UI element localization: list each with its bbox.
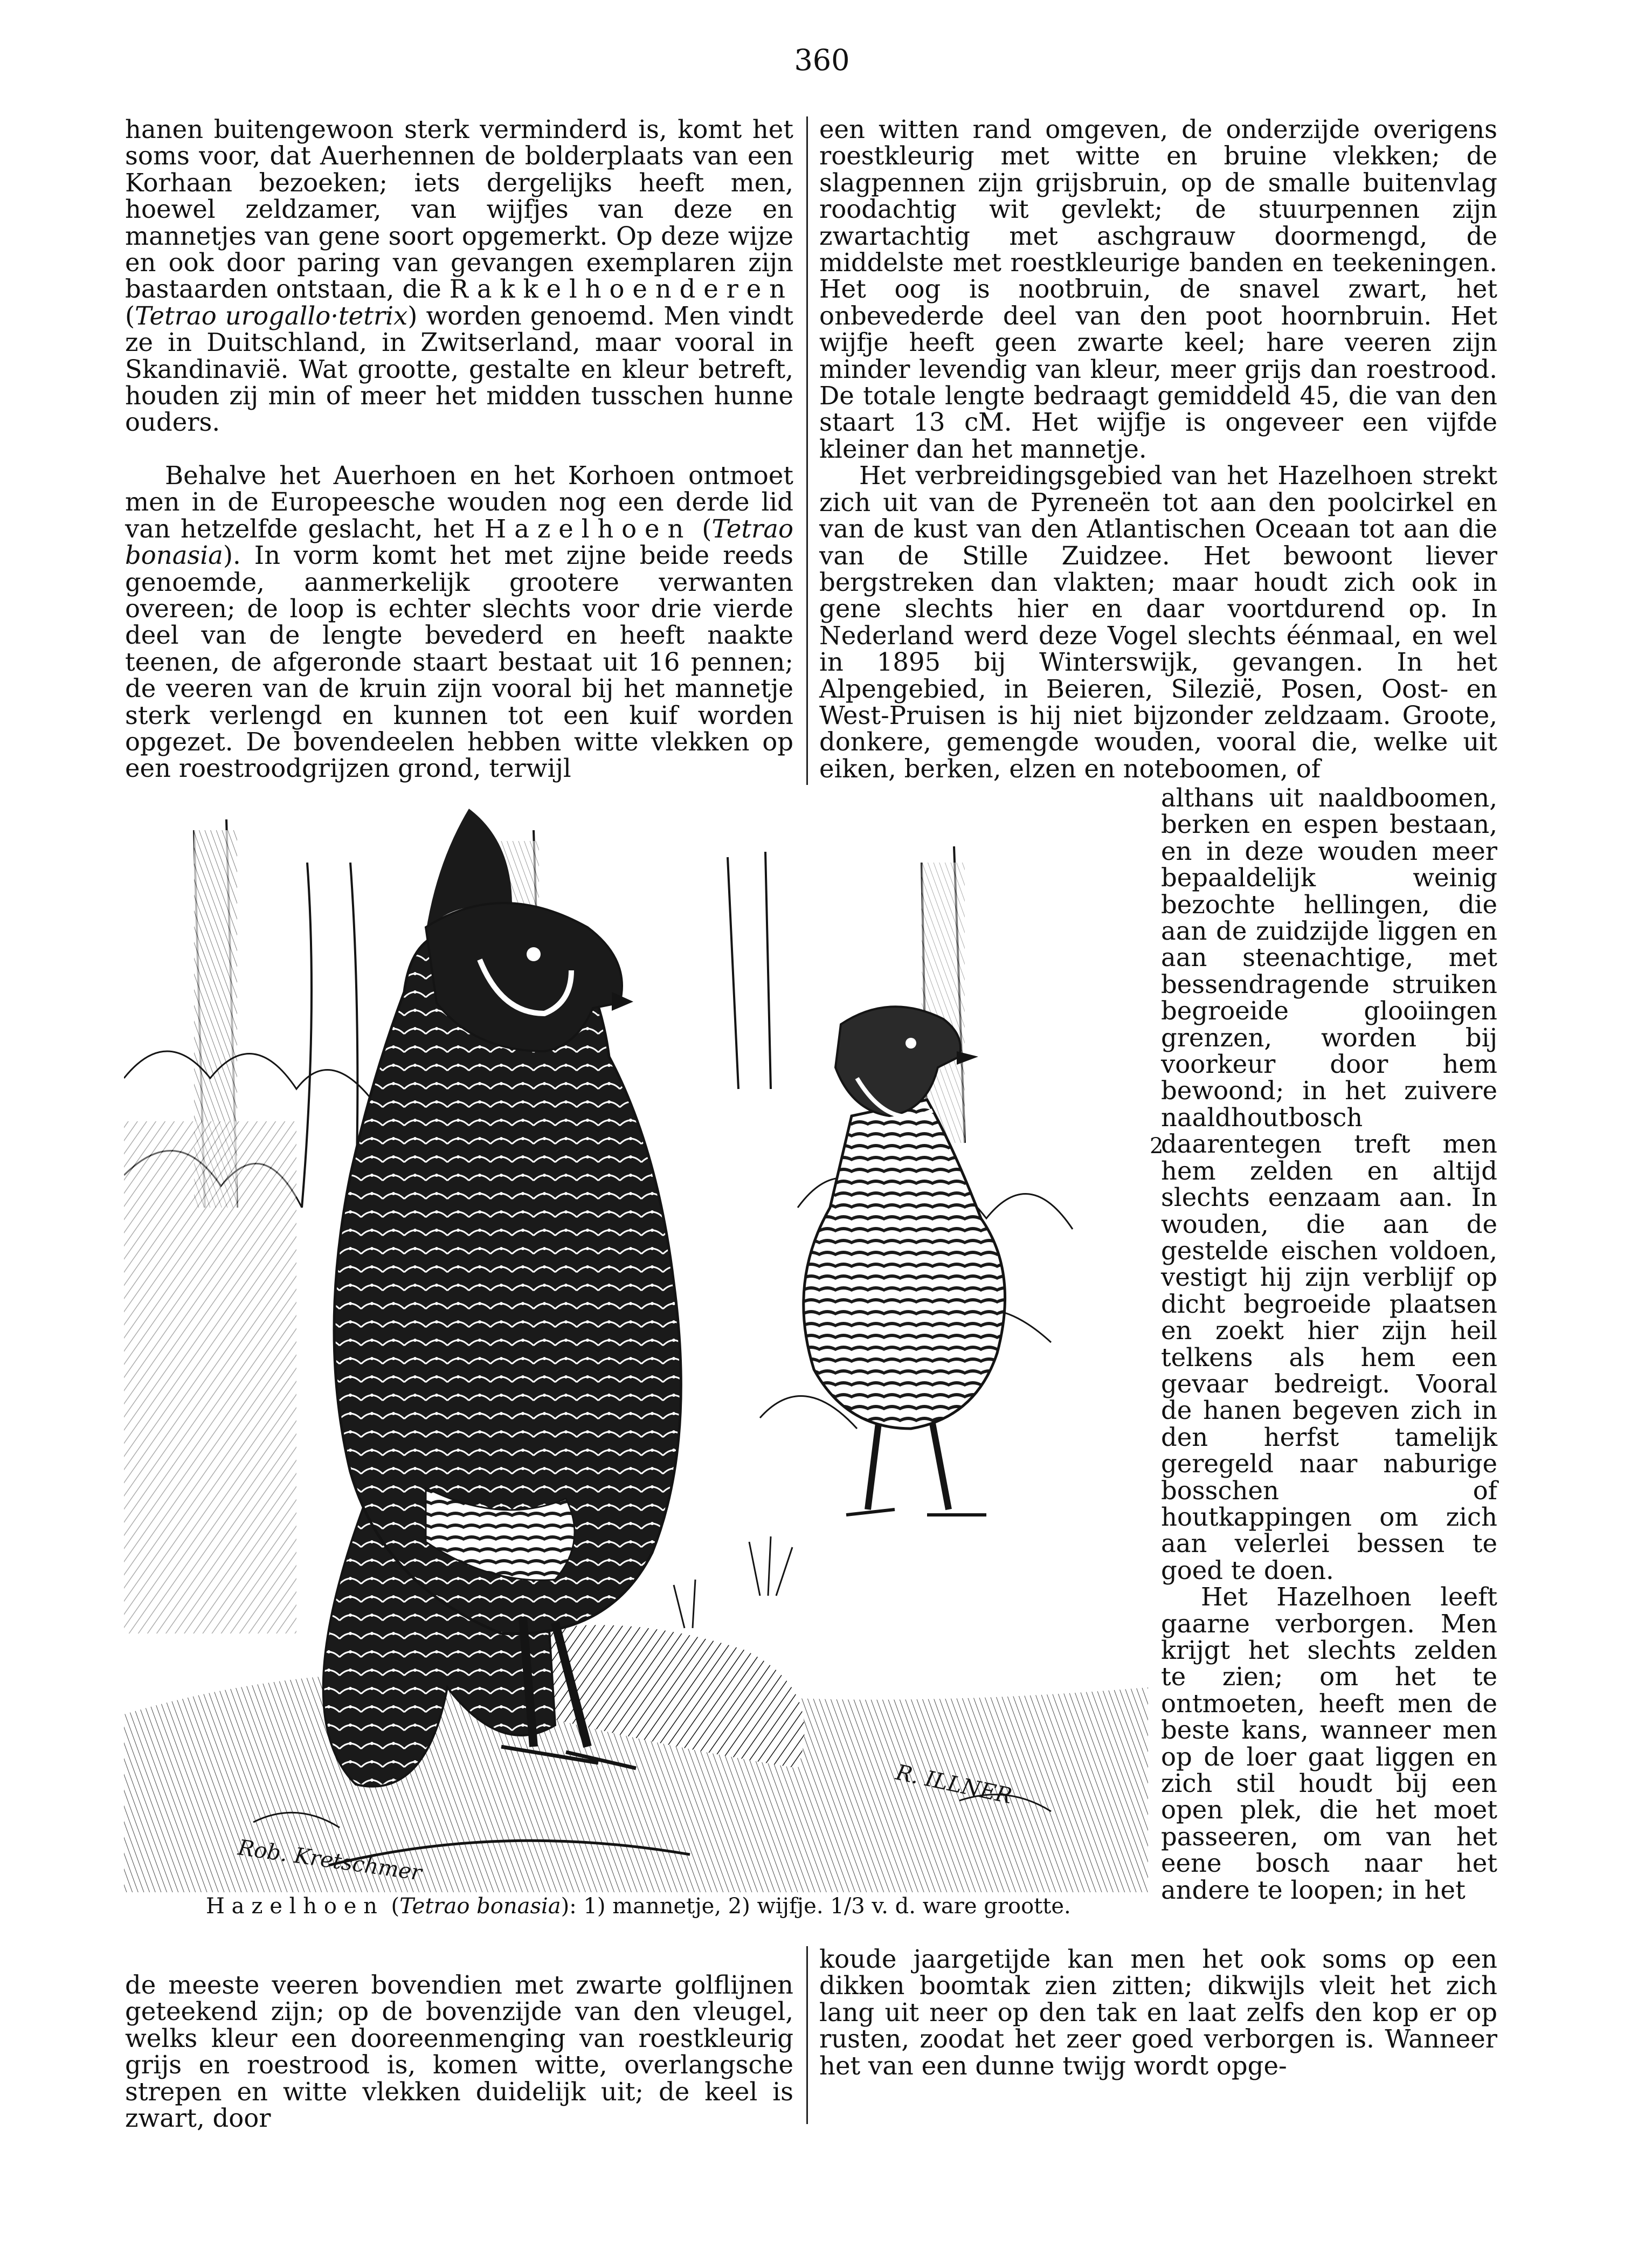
paragraph-verbreiding: Het verbreidingsgebied van het Hazelhoen strekt zich uit van de Pyreneën tot aan den poolcirkel en van de kust van den Atlantischen Oceaan tot aan die van de Stille Zuidzee. Het bewoont liever bergstreken dan vlakten; maar houdt zich ook in gene slechts hier en daar voortdurend op. In Nederland werd deze Vogel slechts éénmaal, en wel in 1895 bij Winterswijk, gevangen. In het Alpengebied, in Beieren, Silezië, Posen, Oost- en West-Pruisen is hij niet bijzonder zeldzaam. Groote, donkere, gemengde wouden, vooral die, welke uit eiken, berken, elzen en noteboomen, of — [819, 461, 1497, 783]
female-hazel-grouse — [804, 1007, 1005, 1515]
signature-illner: R. ILLNER — [893, 1760, 1014, 1809]
latin-name: Tetrao bonasia — [125, 514, 793, 570]
caption-scale: 1/3 v. d. ware grootte. — [830, 1894, 1071, 1919]
paragraph-bastaarden: hanen buitengewoon sterk verminderd is, komt het soms voor, dat Auerhennen de bolderplaats van een Korhaan bezoeken; iets dergelijks heeft men, hoewel zeldzamer, van wijfjes van deze en mannetjes van gene soort opgemerkt. Op deze wijze en ook door paring van gevangen exemplaren zijn bastaarden ontstaan, die Rakkelhoenderen (Tetrao urogallo·tetrix) worden genoemd. Men vindt ze in Duitschland, in Zwitserland, maar vooral in Skandinavië. Wat grootte, gestalte en kleur betreft, houden zij min of meer het midden tusschen hunne ouders. — [125, 115, 793, 437]
right-column-narrow — [1161, 785, 1497, 1904]
page-number: 360 — [794, 43, 850, 77]
column-divider-bottom — [806, 1946, 808, 2124]
paragraph-description: een witten rand omgeven, de onderzijde overigens roestkleurig met witte en bruine vlekken; de slagpennen zijn grijsbruin, op de smalle buitenvlag roodachtig wit gevlekt; de stuurpennen zijn zwartachtig met aschgrauw doormengd, de middelste met roestkleurige banden en teekeningen. Het oog is nootbruin, de snavel zwart, het onbevederde deel van den poot hoornbruin. Het wijfje heeft geen zwarte keel; hare veeren zijn minder levendig van kleur, meer grijs dan roestrood. De totale lengte bedraagt gemiddeld 45, die van den staart 13 cM. Het wijfje is ongeveer een vijfde kleiner dan het mannetje. — [819, 115, 1497, 464]
left-undergrowth — [124, 1121, 296, 1633]
term-hazelhoen: Hazelhoen — [484, 514, 692, 543]
left-column-bottom — [125, 1972, 793, 2132]
female-eye — [906, 1038, 916, 1049]
right-column-bottom — [819, 1946, 1497, 2079]
paragraph-veeren: de meeste veeren bovendien met zwarte golflijnen geteekend zijn; op de bovenzijde van den vleugel, welks kleur een dooreenmenging van roestkleurig grijs en roestrood is, komen witte, overlangsche strepen en witte vlekken duidelijk uit; de keel is zwart, door — [125, 1970, 793, 2133]
female-beak — [957, 1051, 978, 1065]
left-column-top — [125, 116, 793, 782]
male-eye — [527, 947, 541, 961]
right-column-top — [819, 116, 1497, 782]
paragraph-tak: koude jaargetijde kan men het ook soms op een dikken boomtak zien zitten; dikwijls vleit het zich lang uit neer op den tak en laat zelfs den kop er op rusten, zoodat het zeer goed verborgen is. Wanneer het van een dunne twijg wordt opge- — [819, 1945, 1497, 2080]
hazelhoen-illustration — [124, 798, 1148, 1892]
paragraph-hazelhoen-intro: Behalve het Auerhoen en het Korhoen ontmoet men in de Europeesche wouden nog een derde lid van hetzelfde geslacht, het Hazelhoen (Tetrao bonasia). In vorm komt het met zijne beide reeds genoemde, aanmerkelijk grootere verwanten overeen; de loop is echter slechts voor drie vierde deel van de lengte bevederd en heeft naakte teenen, de afgeronde staart bestaat uit 16 pennen; de veeren van de kruin zijn vooral bij het mannetje sterk verlengd en kunnen tot een kuif worden opgezet. De bovendeelen hebben witte vlekken op een roestroodgrijzen grond, terwijl — [125, 460, 793, 783]
engraving-drawing — [124, 798, 1148, 1892]
figure-caption: Hazelhoen (Tetrao bonasia): 1) mannetje, 2) wijfje. 1/3 v. d. ware grootte. — [206, 1894, 1071, 1919]
term-rakkelhoenderen: Rakkelhoenderen — [449, 274, 793, 304]
caption-latin: Tetrao bonasia — [399, 1894, 561, 1919]
paragraph-habitat: althans uit naaldboomen, berken en espen bestaan, en in deze wouden meer bepaaldelijk weinig bezochte hellingen, die aan de zuidzijde liggen en aan steenachtige, met bessendragende struiken begroeide glooiingen grenzen, worden bij voorkeur door hem bewoond; in het zuivere naaldhoutbosch daarentegen treft men hem zelden en altijd slechts eenzaam aan. In wouden, die aan de gestelde eischen voldoen, vestigt hij zijn verblijf op dicht begroeide plaatsen en zoekt hier zijn heil telkens als hem een gevaar bedreigt. Vooral de hanen begeven zich in den herfst tamelijk geregeld naar naburige bosschen of houtkappingen om zich aan velerlei bessen te goed te doen. — [1161, 783, 1497, 1585]
figure-marker-2: 2 — [1150, 1134, 1164, 1159]
signature-kretschmer: Rob. Kretschmer — [236, 1835, 424, 1886]
male-beak — [612, 992, 633, 1011]
female-feet — [846, 1509, 986, 1515]
latin-name: Tetrao urogallo·tetrix — [135, 301, 408, 330]
female-legs — [868, 1423, 949, 1509]
column-divider-top — [806, 116, 808, 785]
paragraph-leefwijze: Het Hazelhoen leeft gaarne verborgen. Men krijgt het slechts zelden te zien; om het te ontmoeten, heeft men de beste kans, wanneer men op de loer gaat liggen en zich stil houdt bij een open plek, die het moet passeeren, om van het eene bosch naar het andere te loopen; in het — [1161, 1582, 1497, 1905]
female-body — [804, 1100, 1005, 1429]
caption-name: Hazelhoen — [206, 1894, 384, 1919]
